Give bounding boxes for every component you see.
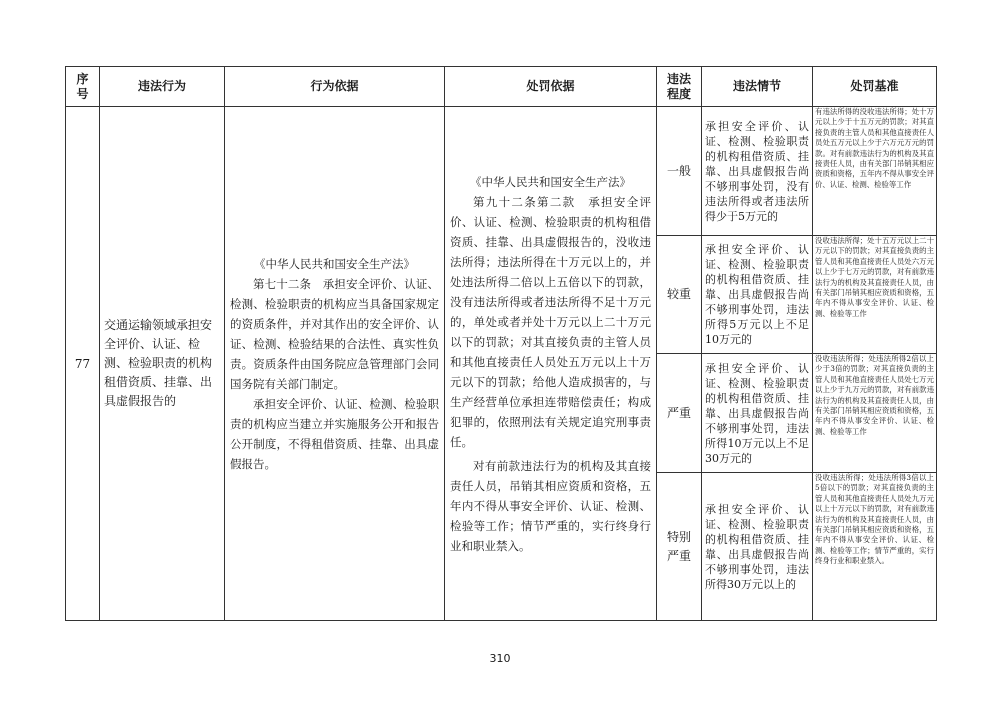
header-degree: 违法程度 — [657, 67, 702, 107]
degree-extreme: 特别严重 — [657, 473, 702, 621]
act-basis-law-title: 《中华人民共和国安全生产法》 — [254, 256, 415, 271]
row-act: 交通运输领域承担安全评价、认证、检测、检验职责的机构租借资质、挂靠、出具虚假报告的 — [100, 107, 225, 621]
circumstance-severe: 承担安全评价、认证、检测、检验职责的机构租借资质、挂靠、出具虚假报告尚不够刑事处罚，违法所得10万元以上不足30万元的 — [702, 354, 813, 473]
row-penalty-basis — [445, 107, 657, 621]
standard-general: 有违法所得的没收违法所得；处十万元以上少于十五万元的罚款；对其直接负责的主管人员和其他直接责任人员处五万元以上少于六万元万元的罚款。对有前款违法行为的机构及其直接责任人员，由有关部门吊销其相应资质和资格，五年内不得从事安全评价、认证、检测、检验等工作 — [813, 107, 937, 236]
header-seq: 序号 — [66, 67, 100, 107]
penalty-basis-para-2: 对有前款违法行为的机构及其直接责任人员，吊销其相应资质和资格，五年内不得从事安全评价、认证、检测、检验等工作；情节严重的，实行终身行业和职业禁入。 — [450, 458, 651, 553]
row-seq: 77 — [66, 107, 100, 621]
table-row — [66, 107, 937, 236]
act-basis-para-1: 第七十二条 承担安全评价、认证、检测、检验职责的机构应当具备国家规定的资质条件，并对其作出的安全评价、认证、检测、检验结果的合法性、真实性负责。资质条件由国务院应急管理部门会同国务院有关部门制定。 — [230, 276, 439, 391]
header-penalty-basis: 处罚依据 — [445, 67, 657, 107]
penalty-basis-para-1: 第九十二条第二款 承担安全评价、认证、检测、检验职责的机构租借资质、挂靠、出具虚假报告的，没收违法所得；违法所得在十万元以上的，并处违法所得二倍以上五倍以下的罚款，没有违法所得或者违法所得不足十万元的，单处或者并处十万元以上二十万元以下的罚款；对其直接负责的主管人员和其他直接责任人员处五万元以上十万元以下的罚款；给他人造成损害的，与生产经营单位承担连带赔偿责任；构成犯罪的，依照刑法有关规定追究刑事责任。 — [450, 194, 651, 449]
standard-serious: 没收违法所得；处十五万元以上二十万元以下的罚款；对其直接负责的主管人员和其他直接责任人员处六万元以上少于七万元的罚款，对有前款违法行为的机构及其直接责任人员，由有关部门吊销其相应资质和资格，五年内不得从事安全评价、认证、检测、检验等工作 — [813, 236, 937, 354]
act-basis-para-2: 承担安全评价、认证、检测、检验职责的机构应当建立并实施服务公开和报告公开制度，不得租借资质、挂靠、出具虚假报告。 — [230, 396, 439, 471]
standard-severe: 没收违法所得；处违法所得2倍以上少于3倍的罚款；对其直接负责的主管人员和其他直接责任人员处七万元以上少于九万元的罚款，对有前款违法行为的机构及其直接责任人员，由有关部门吊销其相应资质和资格，五年内不得从事安全评价、认证、检测、检验等工作 — [813, 354, 937, 473]
header-act-basis: 行为依据 — [225, 67, 445, 107]
header-row — [66, 67, 937, 107]
row-act-basis — [225, 107, 445, 621]
header-standard: 处罚基准 — [813, 67, 937, 107]
header-circumstance: 违法情节 — [702, 67, 813, 107]
degree-serious: 较重 — [657, 236, 702, 354]
standard-extreme: 没收违法所得；处违法所得3倍以上5倍以下的罚款；对其直接负责的主管人员和其他直接责任人员处九万元以上十万元以下的罚款，对有前款违法行为的机构及其直接责任人员，由有关部门吊销其相应资质和资格，五年内不得从事安全评价、认证、检测、检验等工作；情节严重的，实行终身行业和职业禁入。 — [813, 473, 937, 621]
header-act: 违法行为 — [100, 67, 225, 107]
circumstance-general: 承担安全评价、认证、检测、检验职责的机构租借资质、挂靠、出具虚假报告尚不够刑事处罚，没有违法所得或者违法所得少于5万元的 — [702, 107, 813, 236]
page-number: 310 — [489, 652, 511, 665]
circumstance-serious: 承担安全评价、认证、检测、检验职责的机构租借资质、挂靠、出具虚假报告尚不够刑事处罚，违法所得5万元以上不足10万元的 — [702, 236, 813, 354]
degree-general: 一般 — [657, 107, 702, 236]
penalty-basis-law-title: 《中华人民共和国安全生产法》 — [470, 174, 631, 189]
penalty-standard-table — [65, 66, 937, 621]
degree-severe: 严重 — [657, 354, 702, 473]
circumstance-extreme: 承担安全评价、认证、检测、检验职责的机构租借资质、挂靠、出具虚假报告尚不够刑事处罚，违法所得30万元以上的 — [702, 473, 813, 621]
